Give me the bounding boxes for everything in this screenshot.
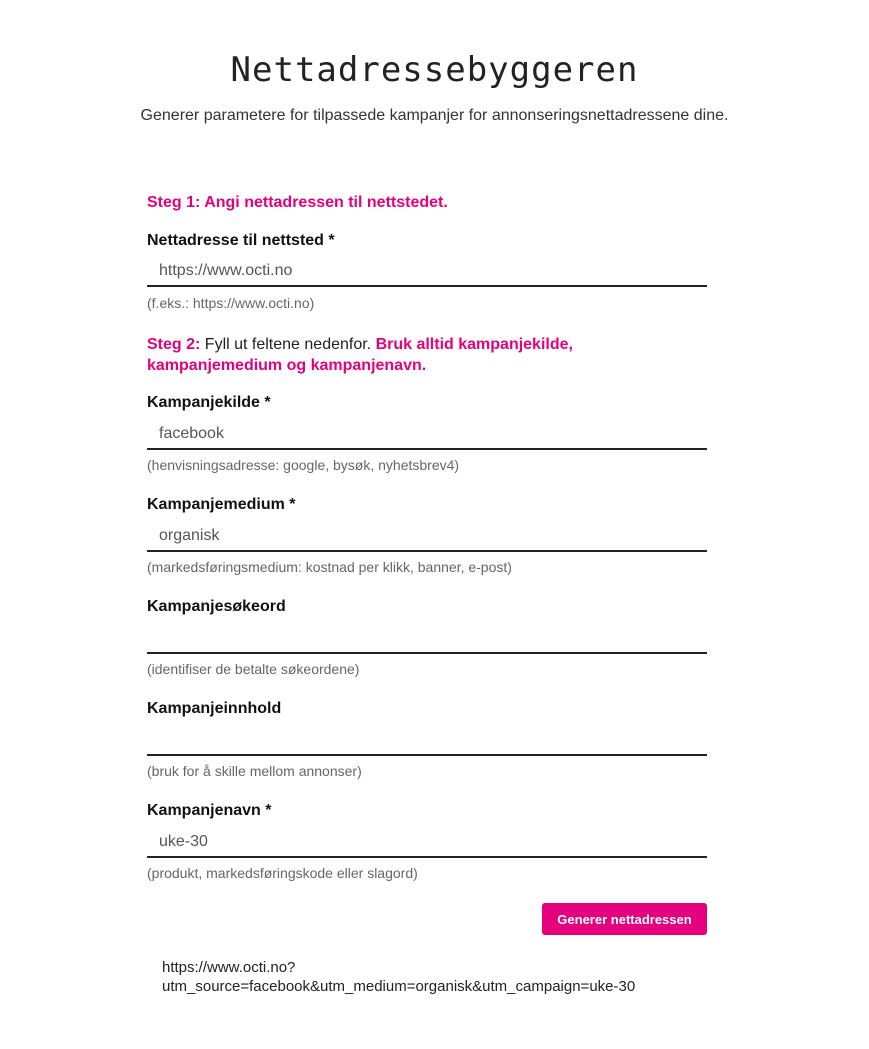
step2-prefix: Steg 2: — [147, 336, 201, 353]
generated-url-line2: utm_source=facebook&utm_medium=organisk&utm_campaign=uke-30 — [162, 978, 636, 995]
campaign-content-input[interactable] — [147, 726, 707, 756]
website-label: Nettadresse til nettsted * — [147, 232, 335, 249]
website-hint: (f.eks.: https://www.octi.no) — [147, 295, 315, 311]
campaign-term-input[interactable] — [147, 624, 707, 654]
name-label: Kampanjenavn * — [147, 802, 272, 819]
medium-label: Kampanjemedium * — [147, 496, 296, 513]
generate-url-button[interactable]: Generer nettadressen — [542, 903, 707, 935]
step1-heading: Steg 1: Angi nettadressen til nettstedet. — [147, 194, 448, 211]
content-hint: (bruk for å skille mellom annonser) — [147, 763, 362, 779]
content-label: Kampanjeinnhold — [147, 700, 282, 717]
name-hint: (produkt, markedsføringskode eller slagord) — [147, 865, 418, 881]
source-label: Kampanjekilde * — [147, 394, 271, 411]
step2-heading — [147, 334, 667, 376]
page-title: Nettadressebyggeren — [230, 50, 639, 90]
page-subtitle: Generer parametere for tilpassede kampanjer for annonseringsnettadressene dine. — [140, 107, 729, 124]
generated-url[interactable] — [162, 958, 722, 996]
campaign-name-input[interactable] — [147, 828, 707, 858]
campaign-medium-input[interactable] — [147, 522, 707, 552]
term-hint: (identifiser de betalte søkeordene) — [147, 661, 360, 677]
step2-instruction: Fyll ut feltene nedenfor. — [200, 336, 376, 353]
generated-url-line1: https://www.octi.no? — [162, 959, 296, 976]
source-hint: (henvisningsadresse: google, bysøk, nyhetsbrev4) — [147, 457, 460, 473]
medium-hint: (markedsføringsmedium: kostnad per klikk, banner, e-post) — [147, 559, 512, 575]
step2-emphasis: Bruk alltid kampanjekilde, kampanjemedium og kampanjenavn. — [147, 336, 573, 374]
website-url-input[interactable] — [147, 257, 707, 287]
term-label: Kampanjesøkeord — [147, 598, 286, 615]
campaign-source-input[interactable] — [147, 420, 707, 450]
